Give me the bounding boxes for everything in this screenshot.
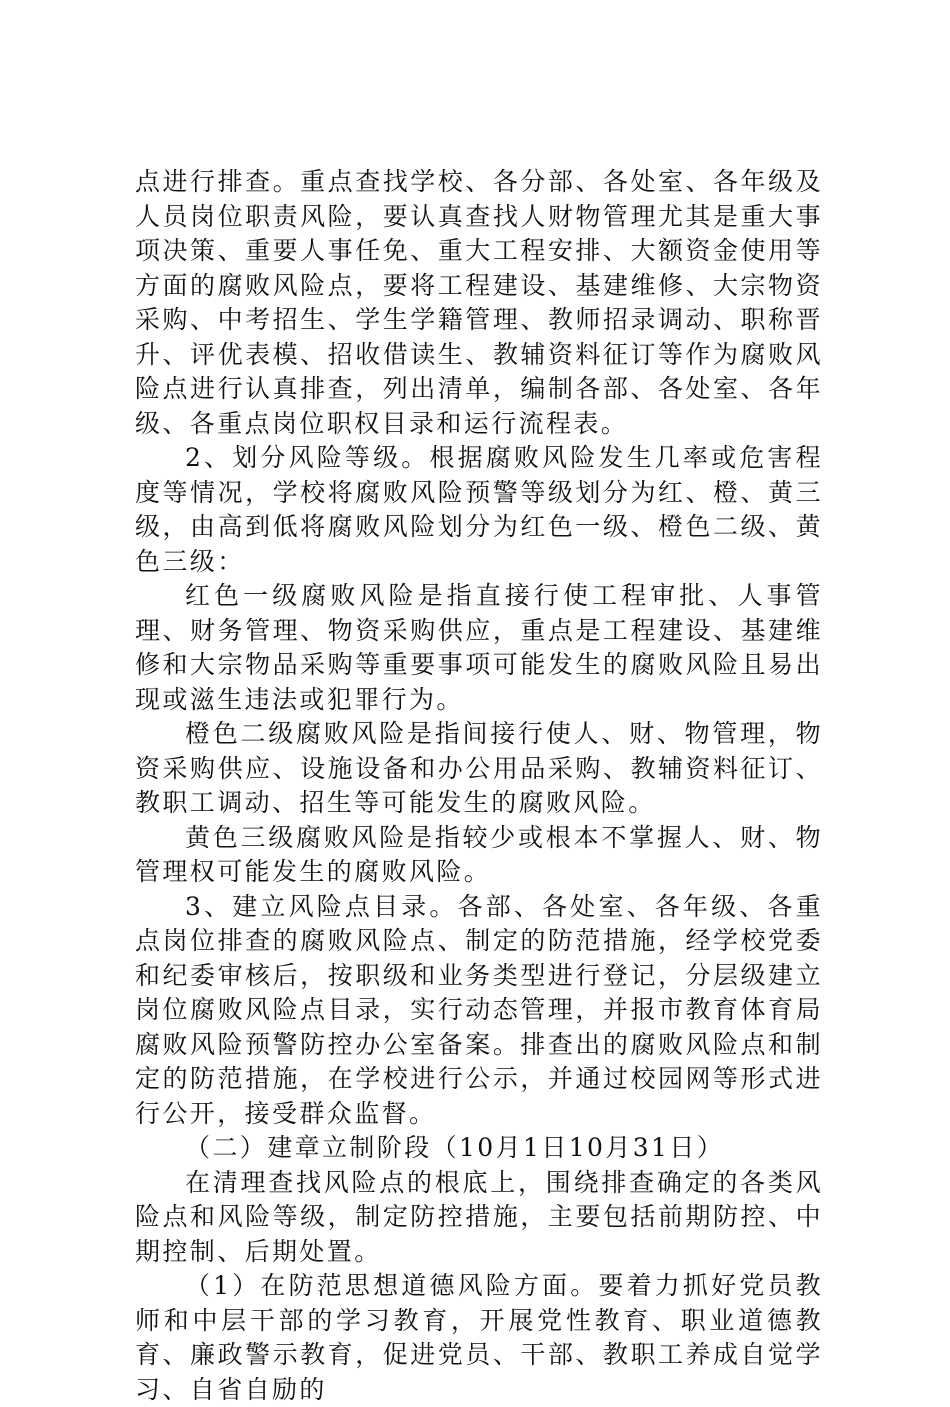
paragraph-control-measures: 在清理查找风险点的根底上，围绕排查确定的各类风险点和风险等级，制定防控措施，主要包括前期防控、中期控制、后期处置。 <box>135 1167 823 1266</box>
paragraph-moral-risk: （1）在防范思想道德风险方面。要着力抓好党员教师和中层干部的学习教育，开展党性教育、职业道德教育、廉政警示教育，促进党员、干部、教职工养成自觉学习、自省自励的 <box>135 1271 823 1404</box>
paragraph-yellow-level: 黄色三级腐败风险是指较少或根本不掌握人、财、物管理权可能发生的腐败风险。 <box>135 822 823 886</box>
section-heading-rules-stage: （二）建章立制阶段（10月1日10月31日） <box>185 1133 725 1162</box>
paragraph-risk-check-continued: 点进行排查。重点查找学校、各分部、各处室、各年级及人员岗位职责风险，要认真查找人财物管理尤其是重大事项决策、重要人事任免、重大工程安排、大额资金使用等方面的腐败风险点，要将工程建设、基建维修、大宗物资采购、中考招生、学生学籍管理、教师招录调动、职称晋升、评优表模、招收借读生、教辅资料征订等作为腐败风险点进行认真排查，列出清单，编制各部、各处室、各年级、各重点岗位职权目录和运行流程表。 <box>135 167 823 438</box>
document-body <box>135 165 823 1407</box>
paragraph-risk-catalog: 3、建立风险点目录。各部、各处室、各年级、各重点岗位排查的腐败风险点、制定的防范措施，经学校党委和纪委审核后，按职级和业务类型进行登记，分层级建立岗位腐败风险点目录，实行动态管理，并报市教育体育局腐败风险预警防控办公室备案。排查出的腐败风险点和制定的防范措施，在学校进行公示，并通过校园网等形式进行公开，接受群众监督。 <box>135 891 823 1128</box>
paragraph-red-level: 红色一级腐败风险是指直接行使工程审批、人事管理、财务管理、物资采购供应，重点是工程建设、基建维修和大宗物品采购等重要事项可能发生的腐败风险且易出现或滋生违法或犯罪行为。 <box>135 581 823 714</box>
paragraph-risk-levels: 2、划分风险等级。根据腐败风险发生几率或危害程度等情况，学校将腐败风险预警等级划分为红、橙、黄三级，由高到低将腐败风险划分为红色一级、橙色二级、黄色三级： <box>135 443 823 576</box>
paragraph-orange-level: 橙色二级腐败风险是指间接行使人、财、物管理，物资采购供应、设施设备和办公用品采购、教辅资料征订、教职工调动、招生等可能发生的腐败风险。 <box>135 719 823 817</box>
